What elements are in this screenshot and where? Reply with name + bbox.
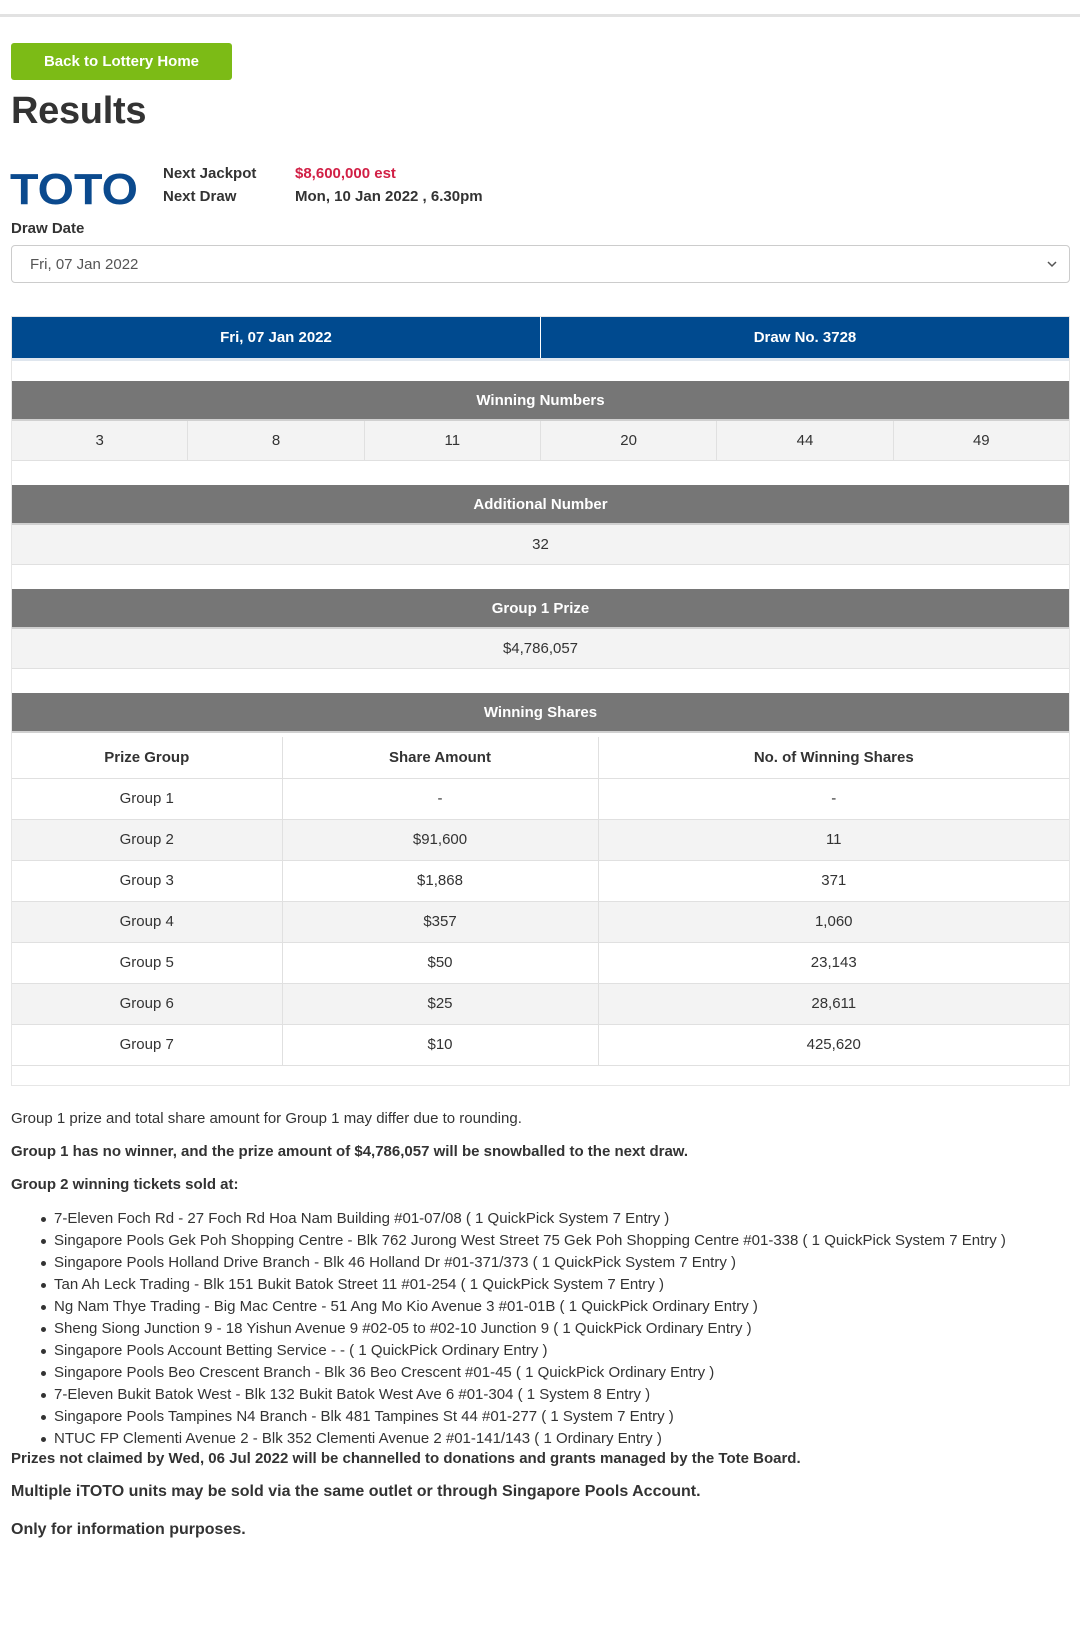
winning-number: 44 [716, 421, 892, 460]
share-amount-cell: $25 [282, 983, 598, 1024]
list-item: Singapore Pools Holland Drive Branch - Blk 46 Holland Dr #01-371/373 ( 1 QuickPick System 7 Entry ) [41, 1252, 1071, 1274]
prize-group-cell: Group 5 [12, 942, 282, 983]
snowball-note: Group 1 has no winner, and the prize amount of $4,786,057 will be snowballed to the next draw. [11, 1143, 689, 1160]
next-jackpot-value: $8,600,000 est [295, 165, 396, 182]
winning-shares-cell: 28,611 [598, 983, 1069, 1024]
table-row [12, 860, 1069, 901]
share-amount-cell: $1,868 [282, 860, 598, 901]
draw-date-selected: Fri, 07 Jan 2022 [30, 255, 139, 273]
list-item: Singapore Pools Gek Poh Shopping Centre - Blk 762 Jurong West Street 75 Gek Poh Shopping Centre #01-338 ( 1 QuickPick System 7 Entry ) [41, 1230, 1071, 1252]
table-header-row [12, 737, 1069, 778]
table-row [12, 983, 1069, 1024]
group1-prize-row [12, 629, 1069, 669]
table-row [12, 1024, 1069, 1065]
prize-group-cell: Group 3 [12, 860, 282, 901]
list-item: Sheng Siong Junction 9 - 18 Yishun Avenue 9 #02-05 to #02-10 Junction 9 ( 1 QuickPick Ordinary Entry ) [41, 1318, 1071, 1340]
list-item: NTUC FP Clementi Avenue 2 - Blk 352 Clementi Avenue 2 #01-141/143 ( 1 Ordinary Entry ) [41, 1428, 1071, 1450]
winning-shares-cell: 23,143 [598, 942, 1069, 983]
winning-shares-cell: 11 [598, 819, 1069, 860]
group1-prize-header: Group 1 Prize [12, 589, 1069, 629]
winning-shares-table [12, 737, 1069, 1066]
back-to-lottery-home-button[interactable]: Back to Lottery Home [11, 43, 232, 80]
winning-shares-cell: - [598, 778, 1069, 819]
toto-logo-text: TOTO [10, 168, 138, 210]
table-row [12, 778, 1069, 819]
next-draw-label: Next Draw [163, 188, 237, 205]
list-item: Singapore Pools Tampines N4 Branch - Blk 481 Tampines St 44 #01-277 ( 1 System 7 Entry ) [41, 1406, 1071, 1428]
additional-number-header: Additional Number [12, 485, 1069, 525]
share-amount-cell: $357 [282, 901, 598, 942]
additional-number: 32 [532, 536, 549, 553]
prize-group-cell: Group 6 [12, 983, 282, 1024]
list-item: Tan Ah Leck Trading - Blk 151 Bukit Batok Street 11 #01-254 ( 1 QuickPick System 7 Entry ) [41, 1274, 1071, 1296]
prize-group-cell: Group 1 [12, 778, 282, 819]
information-only-note: Only for information purposes. [11, 1521, 246, 1538]
table-row [12, 901, 1069, 942]
winning-number: 8 [187, 421, 363, 460]
winning-number: 3 [95, 432, 104, 449]
list-item: Singapore Pools Account Betting Service - - ( 1 QuickPick Ordinary Entry ) [41, 1340, 1071, 1362]
list-item: Singapore Pools Beo Crescent Branch - Blk 36 Beo Crescent #01-45 ( 1 QuickPick Ordinary Entry ) [41, 1362, 1071, 1384]
prize-group-cell: Group 7 [12, 1024, 282, 1065]
list-item: 7-Eleven Bukit Batok West - Blk 132 Bukit Batok West Ave 6 #01-304 ( 1 System 8 Entry ) [41, 1384, 1071, 1406]
share-amount-cell: - [282, 778, 598, 819]
results-notes [11, 1110, 1071, 1539]
next-jackpot-label: Next Jackpot [163, 165, 257, 182]
draw-date-header: Fri, 07 Jan 2022 [12, 317, 540, 358]
column-header-winning-shares: No. of Winning Shares [598, 737, 1069, 778]
draw-date-select[interactable] [11, 245, 1070, 283]
winning-number: 20 [540, 421, 716, 460]
winning-shares-header: Winning Shares [12, 693, 1069, 733]
winning-shares-cell: 371 [598, 860, 1069, 901]
page-title: Results [11, 90, 147, 132]
column-header-share-amount: Share Amount [282, 737, 598, 778]
top-divider [0, 14, 1080, 17]
winning-shares-cell: 425,620 [598, 1024, 1069, 1065]
winning-number: 11 [364, 421, 540, 460]
results-panel [11, 316, 1070, 1086]
next-draw-value: Mon, 10 Jan 2022 , 6.30pm [295, 188, 483, 205]
winning-numbers-header: Winning Numbers [12, 381, 1069, 421]
share-amount-cell: $91,600 [282, 819, 598, 860]
toto-logo [10, 168, 140, 210]
winning-number: 49 [893, 421, 1069, 460]
unclaimed-prizes-note: Prizes not claimed by Wed, 06 Jul 2022 will be channelled to donations and grants managed by the Tote Board. [11, 1450, 801, 1467]
rounding-note: Group 1 prize and total share amount for Group 1 may differ due to rounding. [11, 1110, 522, 1127]
column-header-prize-group: Prize Group [12, 737, 282, 778]
winning-shares-cell: 1,060 [598, 901, 1069, 942]
share-amount-cell: $50 [282, 942, 598, 983]
draw-number-header: Draw No. 3728 [540, 317, 1069, 358]
table-row [12, 819, 1069, 860]
group2-sold-heading: Group 2 winning tickets sold at: [11, 1176, 239, 1193]
group1-prize-amount: $4,786,057 [502, 640, 579, 657]
share-amount-cell: $10 [282, 1024, 598, 1065]
draw-header [12, 317, 1069, 358]
prize-group-cell: Group 4 [12, 901, 282, 942]
itoto-note: Multiple iTOTO units may be sold via the same outlet or through Singapore Pools Account. [11, 1483, 701, 1500]
draw-date-label: Draw Date [11, 220, 85, 237]
outlet-list [11, 1208, 1071, 1450]
winning-numbers-row [12, 421, 1069, 461]
list-item: 7-Eleven Foch Rd - 27 Foch Rd Hoa Nam Building #01-07/08 ( 1 QuickPick System 7 Entry ) [41, 1208, 1071, 1230]
prize-group-cell: Group 2 [12, 819, 282, 860]
chevron-down-icon [1045, 257, 1059, 271]
additional-number-row [12, 525, 1069, 565]
list-item: Ng Nam Thye Trading - Big Mac Centre - 51 Ang Mo Kio Avenue 3 #01-01B ( 1 QuickPick Ordinary Entry ) [41, 1296, 1071, 1318]
table-row [12, 942, 1069, 983]
